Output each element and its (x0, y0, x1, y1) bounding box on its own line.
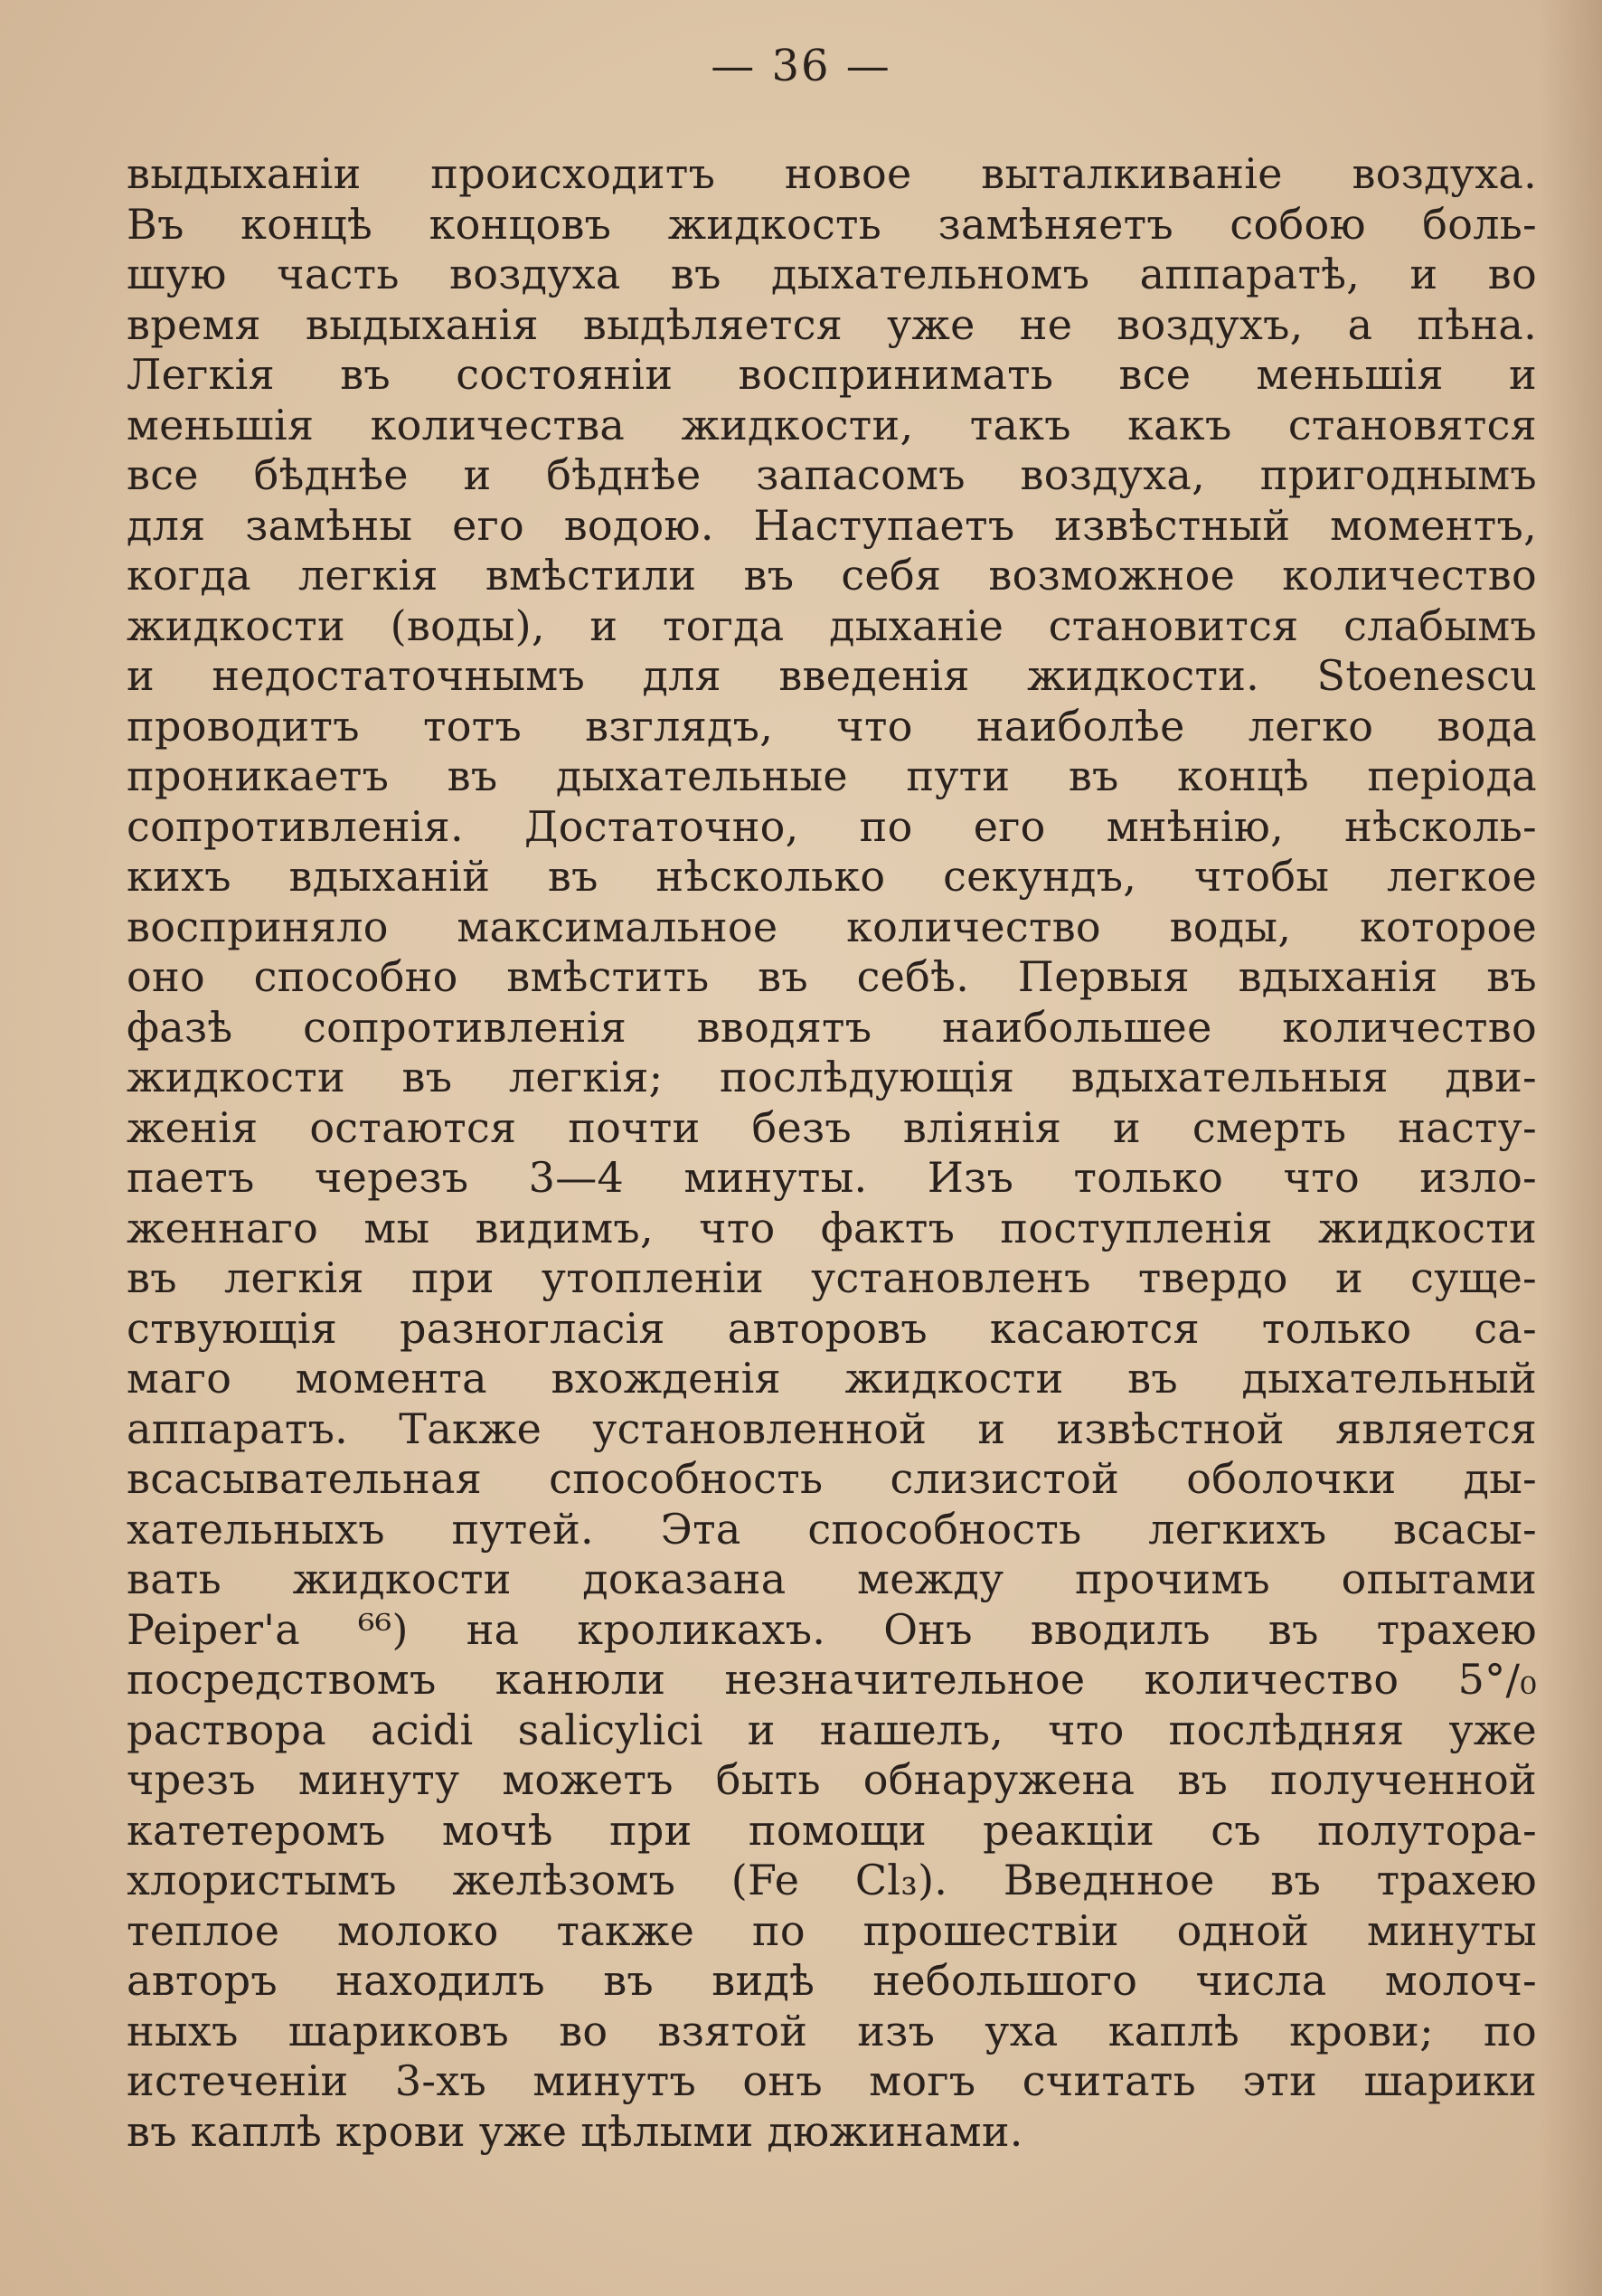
text-line: ствующія разногласія авторовъ касаются только са- (127, 1303, 1537, 1353)
text-line: катетеромъ мочѣ при помощи реакціи съ полутора- (127, 1805, 1537, 1855)
text-line: ныхъ шариковъ во взятой изъ уха каплѣ крови; по (127, 2006, 1537, 2055)
text-line: сопротивленія. Достаточно, по его мнѣнію, нѣсколь- (127, 801, 1537, 851)
text-line: восприняло максимальное количество воды, которое (127, 902, 1537, 951)
text-line: чрезъ минуту можетъ быть обнаружена въ полученной (127, 1755, 1537, 1804)
text-line: въ легкія при утопленіи установленъ твердо и суще- (127, 1253, 1537, 1302)
text-line: когда легкія вмѣстили въ себя возможное количество (127, 551, 1537, 600)
text-line: и недостаточнымъ для введенія жидкости. Stoenescu (127, 651, 1537, 700)
text-line: женнаго мы видимъ, что фактъ поступленія жидкости (127, 1203, 1537, 1252)
text-line: жидкости (воды), и тогда дыханіе становится слабымъ (127, 600, 1537, 650)
text-line: время выдыханія выдѣляется уже не воздухъ, а пѣна. (127, 299, 1537, 349)
text-line: хательныхъ путей. Эта способность легкихъ всасы- (127, 1504, 1537, 1554)
text-line: Peiper'a ⁶⁶) на кроликахъ. Онъ вводилъ въ трахею (127, 1604, 1537, 1654)
text-line: оно способно вмѣстить въ себѣ. Первыя вдыханія въ (127, 952, 1537, 1001)
text-line: теплое молоко также по прошествіи одной минуты (127, 1905, 1537, 1955)
text-line: въ каплѣ крови уже цѣлыми дюжинами. (127, 2106, 1023, 2156)
text-line: женія остаются почти безъ вліянія и смерть насту- (127, 1102, 1537, 1152)
body-text (127, 149, 1537, 2157)
text-line: шую часть воздуха въ дыхательномъ аппаратѣ, и во (127, 250, 1537, 298)
text-line: жидкости въ легкія; послѣдующія вдыхательныя дви- (127, 1053, 1537, 1101)
text-line: фазѣ сопротивленія вводятъ наибольшее количество (127, 1002, 1537, 1052)
text-line: раствора acidi salicylici и нашелъ, что послѣдняя уже (127, 1705, 1537, 1754)
text-line: вать жидкости доказана между прочимъ опытами (127, 1554, 1537, 1603)
text-line: Въ концѣ концовъ жидкость замѣняетъ собою боль- (127, 199, 1537, 249)
text-line: кихъ вдыханій въ нѣсколько секундъ, чтобы легкое (127, 852, 1537, 901)
text-line: паетъ черезъ 3—4 минуты. Изъ только что изло- (127, 1153, 1537, 1202)
text-line: проникаетъ въ дыхательные пути въ концѣ періода (127, 751, 1537, 800)
text-line: проводитъ тотъ взглядъ, что наиболѣе легко вода (127, 701, 1537, 751)
text-line: всасывательная способность слизистой оболочки ды- (127, 1454, 1537, 1503)
text-line: выдыханіи происходитъ новое выталкиваніе воздуха. (127, 149, 1537, 198)
page-number: — 36 — (711, 41, 891, 91)
text-line: аппаратъ. Также установленной и извѣстной является (127, 1403, 1537, 1453)
text-line: все бѣднѣе и бѣднѣе запасомъ воздуха, пригоднымъ (127, 450, 1537, 499)
text-line: маго момента вхожденія жидкости въ дыхательный (127, 1354, 1537, 1403)
text-line: хлористымъ желѣзомъ (Fe Cl₃). Введнное въ трахею (127, 1856, 1537, 1904)
text-line: Легкія въ состояніи воспринимать все меньшія и (127, 350, 1537, 399)
text-line: меньшія количества жидкости, такъ какъ становятся (127, 400, 1537, 449)
text-line: для замѣны его водою. Наступаетъ извѣстный моментъ, (127, 500, 1537, 550)
text-line: авторъ находилъ въ видѣ небольшого числа молоч- (127, 1956, 1537, 2005)
text-line: посредствомъ канюли незначительное количество 5°/₀ (127, 1655, 1537, 1704)
text-line: истеченіи 3-хъ минутъ онъ могъ считать эти шарики (127, 2056, 1537, 2105)
